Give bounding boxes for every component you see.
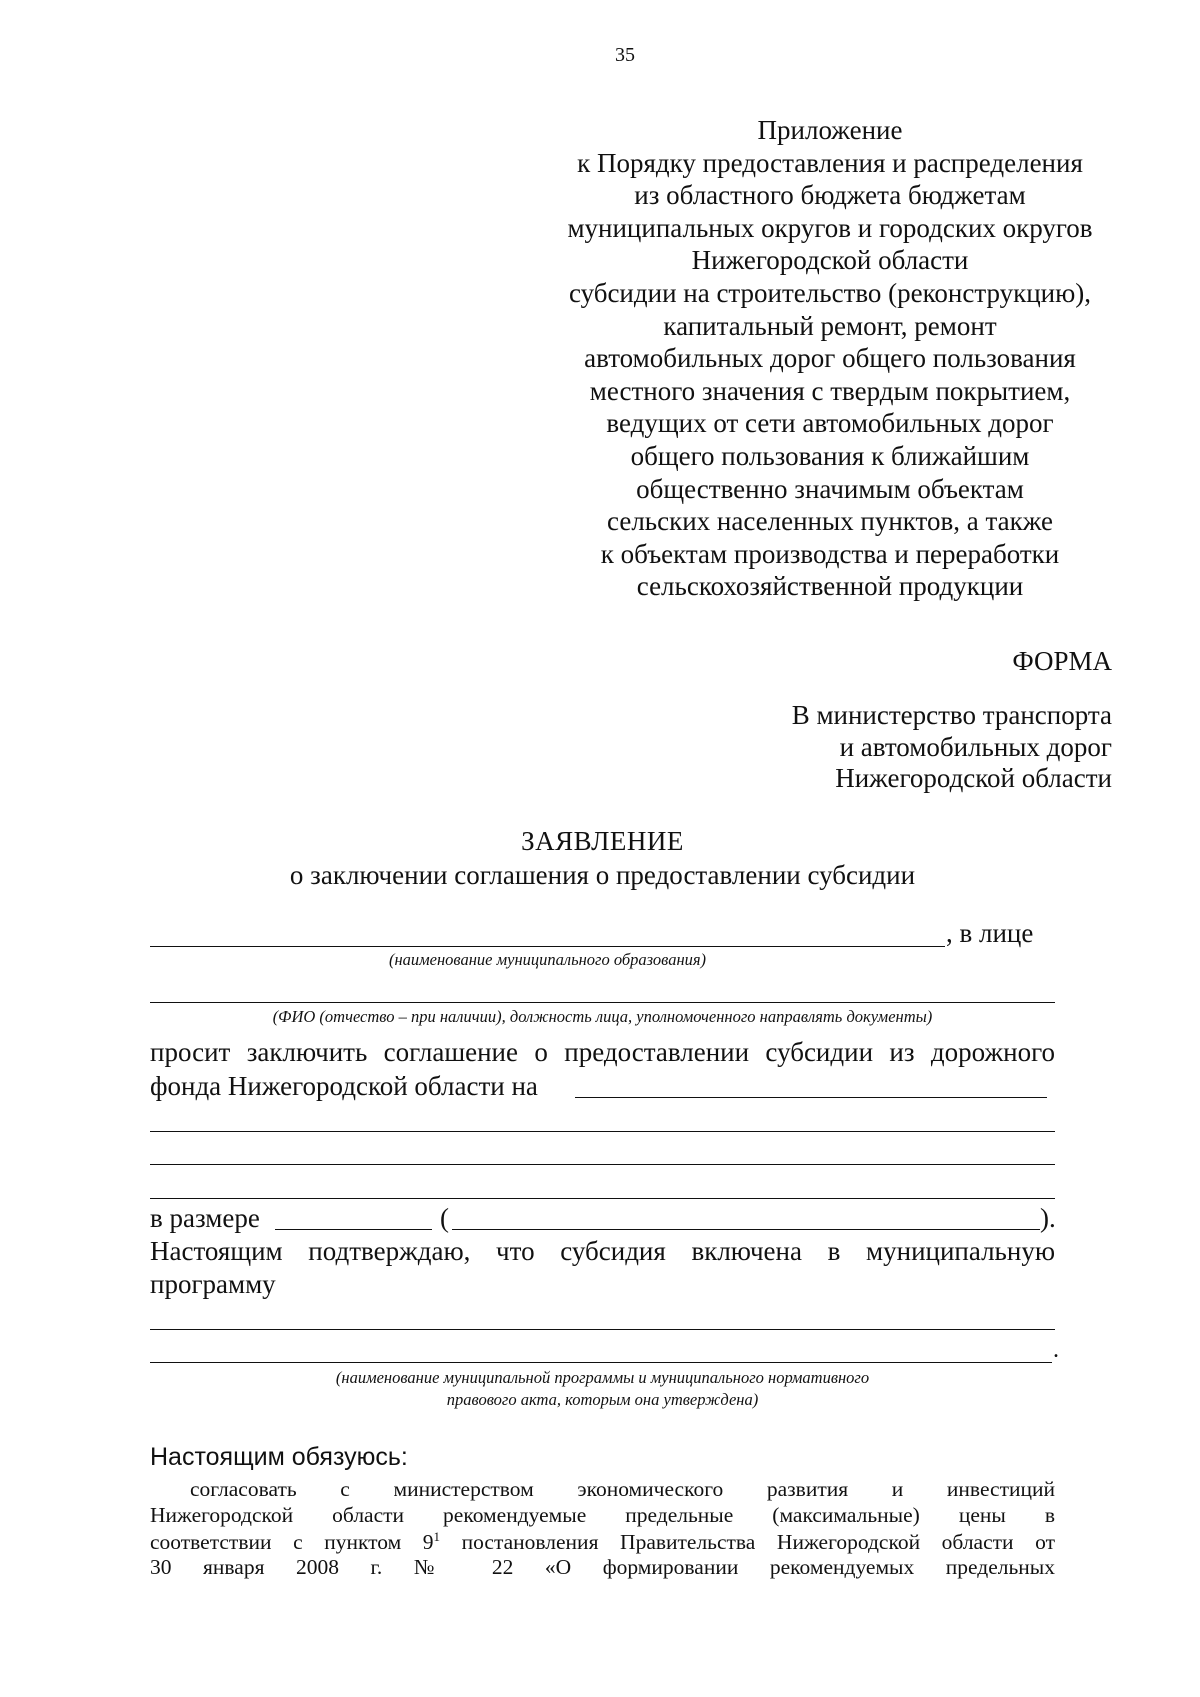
confirm-text-line: программу (150, 1269, 276, 1299)
annex-line: сельских населенных пунктов, а также (607, 506, 1053, 537)
paren-open: ( (440, 1203, 449, 1233)
annex-line: из областного бюджета бюджетам (634, 180, 1026, 211)
in-person-label: , в лице (946, 918, 1034, 948)
annex-line: капитальный ремонт, ремонт (663, 310, 997, 341)
obligation-line: Нижегородской области рекомендуемые предельные (максимальные) цены в (150, 1503, 1055, 1527)
amount-words-input-line[interactable] (452, 1229, 1040, 1230)
annex-line: Приложение (757, 115, 903, 145)
obligation-heading: Настоящим обязуюсь: (150, 1443, 408, 1471)
annex-line: местного значения с твердым покрытием, (589, 375, 1071, 406)
annex-header (545, 114, 1115, 603)
confirm-text-line: Настоящим подтверждаю, что субсидия включена в муниципальную (150, 1236, 1055, 1266)
annex-line: муниципальных округов и городских округов (567, 212, 1093, 243)
superscript: 1 (433, 1529, 441, 1544)
amount-label: в размере (150, 1203, 260, 1233)
purpose-input-line[interactable] (575, 1097, 1047, 1098)
annex-line: общего пользования к ближайшим (630, 440, 1030, 471)
purpose-input-line[interactable] (150, 1131, 1055, 1132)
annex-line: Нижегородской области (691, 245, 969, 276)
request-text-line: фонда Нижегородской области на (150, 1071, 538, 1101)
program-caption (150, 1367, 1055, 1411)
page-number: 35 (615, 44, 635, 66)
program-input-line[interactable] (150, 1362, 1052, 1363)
annex-line: общественно значимым объектам (636, 473, 1024, 504)
obligation-line (150, 1529, 1055, 1555)
program-caption-line: (наименование муниципальной программы и муниципального нормативного (335, 1368, 870, 1387)
form-label: ФОРМА (1012, 646, 1112, 676)
document-subtitle: о заключении соглашения о предоставлении субсидии (289, 860, 916, 890)
amount-number-input-line[interactable] (275, 1229, 432, 1230)
annex-line: ведущих от сети автомобильных дорог (606, 408, 1054, 439)
obligation-line: 30 января 2008 г. № 22 «О формировании рекомендуемых предельных (150, 1555, 1055, 1579)
addressee-line: и автомобильных дорог (839, 731, 1112, 762)
obligation-text: постановления Правительства Нижегородской области от (440, 1530, 1055, 1555)
municipality-caption: (наименование муниципального образования) (388, 950, 707, 969)
purpose-input-line[interactable] (150, 1164, 1055, 1165)
annex-line: к Порядку предоставления и распределения (577, 147, 1083, 178)
annex-line: субсидии на строительство (реконструкцию), (568, 277, 1092, 308)
paren-close: ). (1040, 1203, 1056, 1233)
obligation-line: согласовать с министерством экономического развития и инвестиций (190, 1477, 1055, 1501)
purpose-input-line[interactable] (150, 1198, 1055, 1199)
end-dot: . (1053, 1337, 1059, 1363)
person-caption: (ФИО (отчество – при наличии), должность лица, уполномоченного направлять документы) (272, 1007, 933, 1026)
document-title: ЗАЯВЛЕНИЕ (521, 826, 684, 856)
annex-line: к объектам производства и переработки (600, 538, 1060, 569)
person-input-line[interactable] (150, 1002, 1055, 1003)
addressee-line: В министерство транспорта (791, 700, 1112, 730)
municipality-input-line[interactable] (150, 946, 945, 947)
annex-line: автомобильных дорог общего пользования (584, 343, 1076, 374)
request-text-line: просит заключить соглашение о предоставлении субсидии из дорожного (150, 1037, 1055, 1067)
addressee-line: Нижегородской области (835, 763, 1112, 793)
program-caption-line: правового акта, которым она утверждена) (446, 1390, 759, 1409)
program-input-line[interactable] (150, 1329, 1055, 1330)
obligation-text: соответствии с пунктом 9 (150, 1530, 434, 1555)
annex-line: сельскохозяйственной продукции (636, 571, 1024, 602)
addressee-block (792, 700, 1112, 795)
